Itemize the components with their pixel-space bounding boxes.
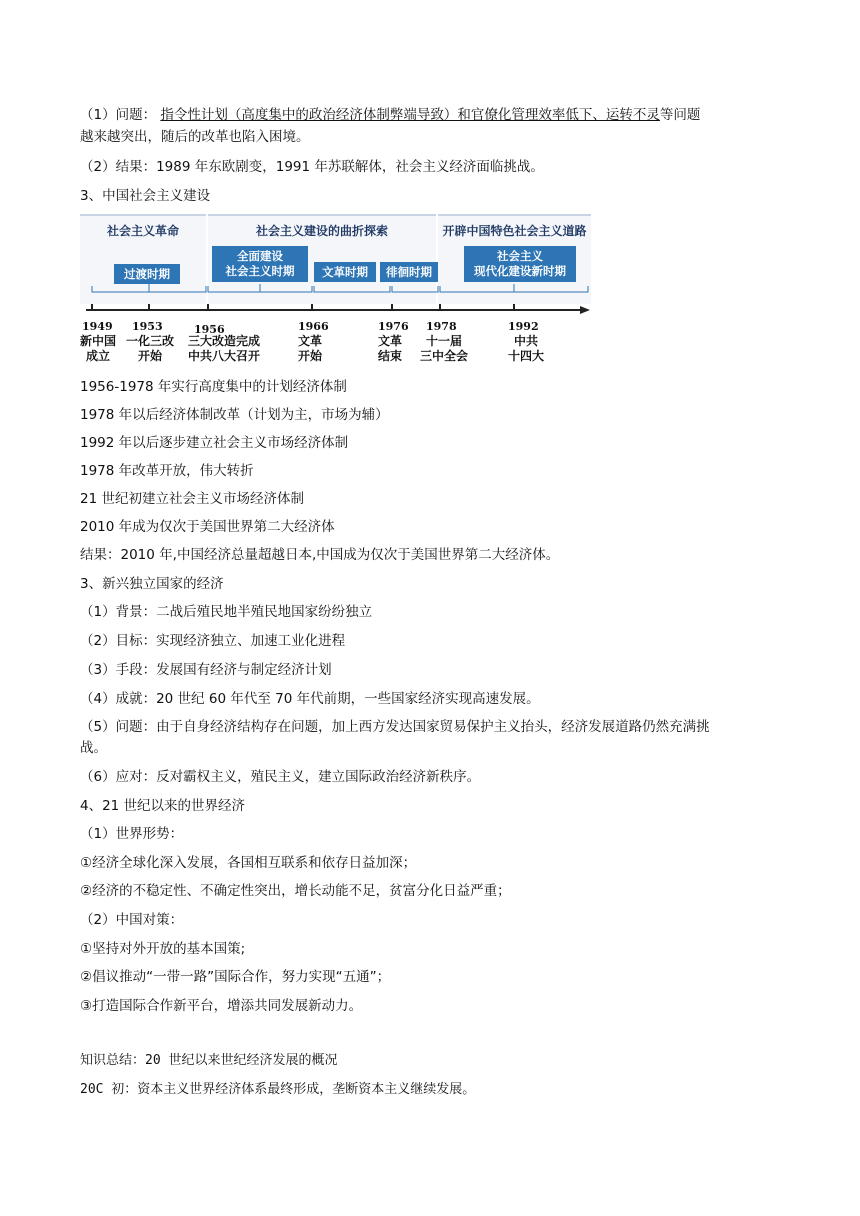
timeline-axis <box>80 212 591 320</box>
phase-box: 社会主义 现代化建设新时期 <box>464 246 576 282</box>
problem-label: （1）问题： <box>80 107 157 123</box>
body-line: ①经济全球化深入发展，各国相互联系和依存日益加深； <box>80 855 417 871</box>
phase-box: 徘徊时期 <box>380 262 438 282</box>
timeline-year: 1949 <box>82 320 113 333</box>
timeline-event: 新中国 成立 <box>80 334 117 363</box>
body-line: ②倡议推动“一带一路”国际合作，努力实现“五通”； <box>80 969 391 985</box>
period-title: 开辟中国特色社会主义道路 <box>442 224 587 238</box>
timeline-event: 十一届 三中全会 <box>420 334 469 363</box>
timeline-event: 三大改造完成 中共八大召开 <box>188 334 261 363</box>
body-line: 1956-1978 年实行高度集中的计划经济体制 <box>80 379 347 395</box>
body-line: （2）目标：实现经济独立、加速工业化进程 <box>80 633 346 649</box>
timeline-year: 1953 <box>132 320 163 333</box>
timeline-year: 1956 <box>194 323 225 336</box>
period-title: 社会主义建设的曲折探索 <box>255 224 388 238</box>
body-line: 21 世纪初建立社会主义市场经济体制 <box>80 491 304 507</box>
body-line: （3）手段：发展国有经济与制定经济计划 <box>80 662 332 678</box>
body-line: 战。 <box>80 740 107 756</box>
body-line: （2）中国对策： <box>80 912 184 928</box>
problem-continuation: 越来越突出，随后的改革也陷入困境。 <box>80 129 310 145</box>
body-line: （1）世界形势： <box>80 826 184 842</box>
summary-title: 知识总结：20 世纪以来世纪经济发展的概况 <box>80 1053 338 1068</box>
period-title: 社会主义革命 <box>106 224 179 238</box>
result-line: （2）结果：1989 年东欧剧变，1991 年苏联解体，社会主义经济面临挑战。 <box>80 159 544 175</box>
result-2010-line: 结果：2010 年,中国经济总量超越日本,中国成为仅次于美国世界第二大经济体。 <box>80 547 560 563</box>
body-line: ③打造国际合作新平台，增添共同发展新动力。 <box>80 998 363 1014</box>
timeline-event: 文革 结束 <box>378 334 403 363</box>
phase-box: 文革时期 <box>314 262 376 282</box>
timeline-year: 1978 <box>426 320 457 333</box>
body-line: 1978 年改革开放，伟大转折 <box>80 463 254 479</box>
body-line: 2010 年成为仅次于美国世界第二大经济体 <box>80 519 335 535</box>
phase-box: 过渡时期 <box>114 264 180 284</box>
section-heading-china: 3、中国社会主义建设 <box>80 188 211 204</box>
body-line: 1978 年以后经济体制改革（计划为主，市场为辅） <box>80 407 389 423</box>
body-line: 1992 年以后逐步建立社会主义市场经济体制 <box>80 435 349 451</box>
problem-line <box>80 104 785 126</box>
timeline-year: 1966 <box>298 320 329 333</box>
timeline-event: 一化三改 开始 <box>126 334 175 363</box>
body-line: （5）问题：由于自身经济结构存在问题，加上西方发达国家贸易保护主义抬头，经济发展道路仍然充满挑 <box>80 719 710 735</box>
phase-box: 全面建设 社会主义时期 <box>212 246 308 282</box>
section-heading-new-nations: 3、新兴独立国家的经济 <box>80 576 224 592</box>
body-line: （1）背景：二战后殖民地半殖民地国家纷纷独立 <box>80 604 373 620</box>
timeline-figure <box>80 212 591 368</box>
body-line: （4）成就：20 世纪 60 年代至 70 年代前期，一些国家经济实现高速发展。 <box>80 691 540 707</box>
body-line: ①坚持对外开放的基本国策; <box>80 941 246 957</box>
timeline-event: 中共 十四大 <box>508 334 545 363</box>
timeline-year: 1992 <box>508 320 539 333</box>
problem-underlined-text: 指令性计划（高度集中的政治经济体制弊端导致）和官僚化管理效率低下、运转不灵 <box>160 107 660 123</box>
body-line: ②经济的不稳定性、不确定性突出，增长动能不足，贫富分化日益严重； <box>80 883 511 899</box>
summary-line: 20C 初：资本主义世界经济体系最终形成，垄断资本主义继续发展。 <box>80 1082 476 1097</box>
section-heading-21c: 4、21 世纪以来的世界经济 <box>80 798 246 814</box>
body-line: （6）应对：反对霸权主义，殖民主义，建立国际政治经济新秩序。 <box>80 769 481 785</box>
timeline-year: 1976 <box>378 320 409 333</box>
problem-tail: 等问题 <box>659 107 701 123</box>
timeline-event: 文革 开始 <box>298 334 323 363</box>
